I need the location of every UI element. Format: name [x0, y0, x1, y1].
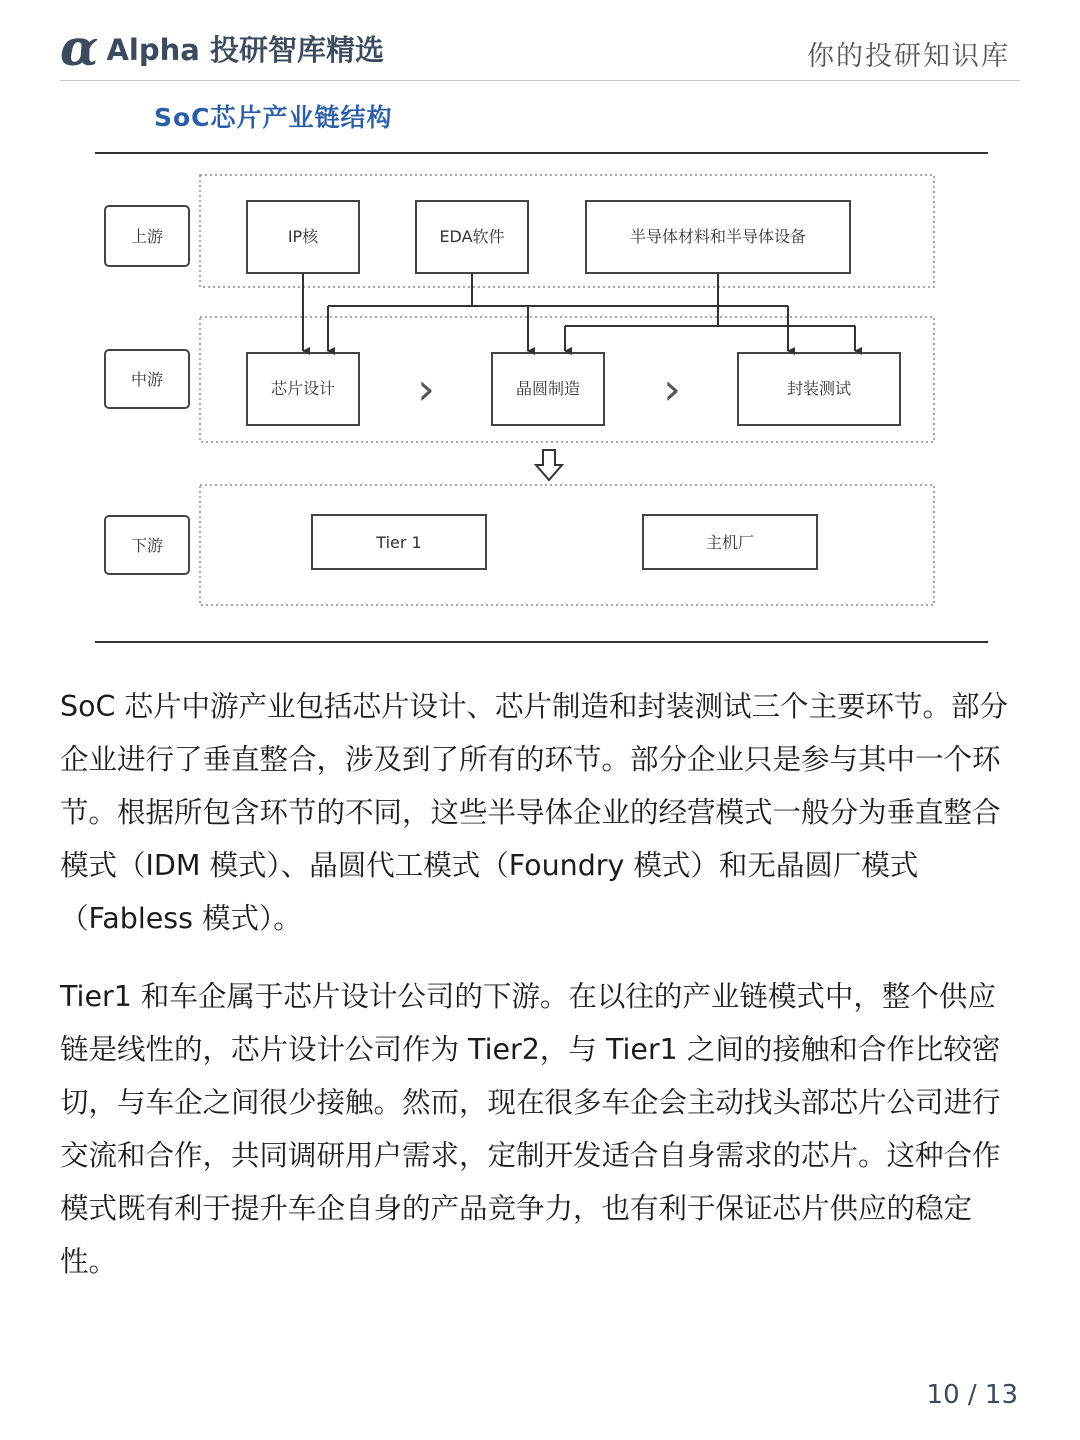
- logo: [60, 18, 384, 77]
- stage-downstream: [105, 516, 189, 574]
- box-tier1: [312, 515, 486, 569]
- box-ip-core-label: IP核: [287, 227, 319, 246]
- box-eda-software-label: EDA软件: [439, 227, 505, 246]
- connector-lines: [303, 273, 855, 351]
- box-wafer-fab-label: 晶圆制造: [515, 379, 581, 398]
- logo-text: Alpha 投研智库精选: [106, 32, 384, 67]
- header-tagline: 你的投研知识库: [807, 41, 1010, 72]
- box-eda-software: [416, 201, 528, 273]
- industry-chain-figure: [60, 92, 1020, 652]
- down-arrow-icon: [536, 450, 562, 480]
- box-packaging-test-label: 封装测试: [786, 379, 852, 398]
- chevron-right-icon: ›: [417, 364, 435, 415]
- stage-upstream-label: 上游: [130, 227, 164, 246]
- downstream-group: [200, 485, 934, 605]
- box-tier1-label: Tier 1: [376, 533, 422, 552]
- box-chip-design: [247, 353, 359, 425]
- box-oem: [643, 515, 817, 569]
- page-header: [60, 18, 1020, 81]
- figure-title: SoC芯片产业链结构: [154, 103, 393, 132]
- paragraph-2: Tier1 和车企属于芯片设计公司的下游。在以往的产业链模式中，整个供应链是线性的，芯片设计公司作为 Tier2，与 Tier1 之间的接触和合作比较密切，与车企之间很少接触。然而，现在很多车企会主动找头部芯片公司进行交流和合作，共同调研用户需求，定制开发适合自身需求的芯片。这种合作模式既有利于提升车企自身的产品竞争力，也有利于保证芯片供应的稳定性。: [60, 980, 1001, 1278]
- chain-diagram: [60, 92, 1020, 652]
- chevron-right-icon: ›: [663, 364, 681, 415]
- page-number: 10 / 13: [926, 1380, 1018, 1410]
- stage-upstream: [105, 206, 189, 266]
- box-packaging-test: [738, 353, 900, 425]
- box-chip-design-label: 芯片设计: [270, 379, 336, 398]
- stage-downstream-label: 下游: [130, 536, 164, 555]
- alpha-logo-icon: α: [60, 18, 99, 77]
- stage-midstream: [105, 350, 189, 408]
- box-oem-label: 主机厂: [705, 533, 755, 552]
- paragraph-1: SoC 芯片中游产业包括芯片设计、芯片制造和封装测试三个主要环节。部分企业进行了垂直整合，涉及到了所有的环节。部分企业只是参与其中一个环节。根据所包含环节的不同，这些半导体企业的经营模式一般分为垂直整合模式（IDM 模式）、晶圆代工模式（Foundry 模式）和无晶圆厂模式（Fabless 模式）。: [60, 690, 1008, 935]
- box-materials-equipment: [586, 201, 850, 273]
- box-ip-core: [247, 201, 359, 273]
- box-wafer-fab: [492, 353, 604, 425]
- box-materials-equipment-label: 半导体材料和半导体设备: [629, 227, 807, 246]
- stage-midstream-label: 中游: [130, 370, 164, 389]
